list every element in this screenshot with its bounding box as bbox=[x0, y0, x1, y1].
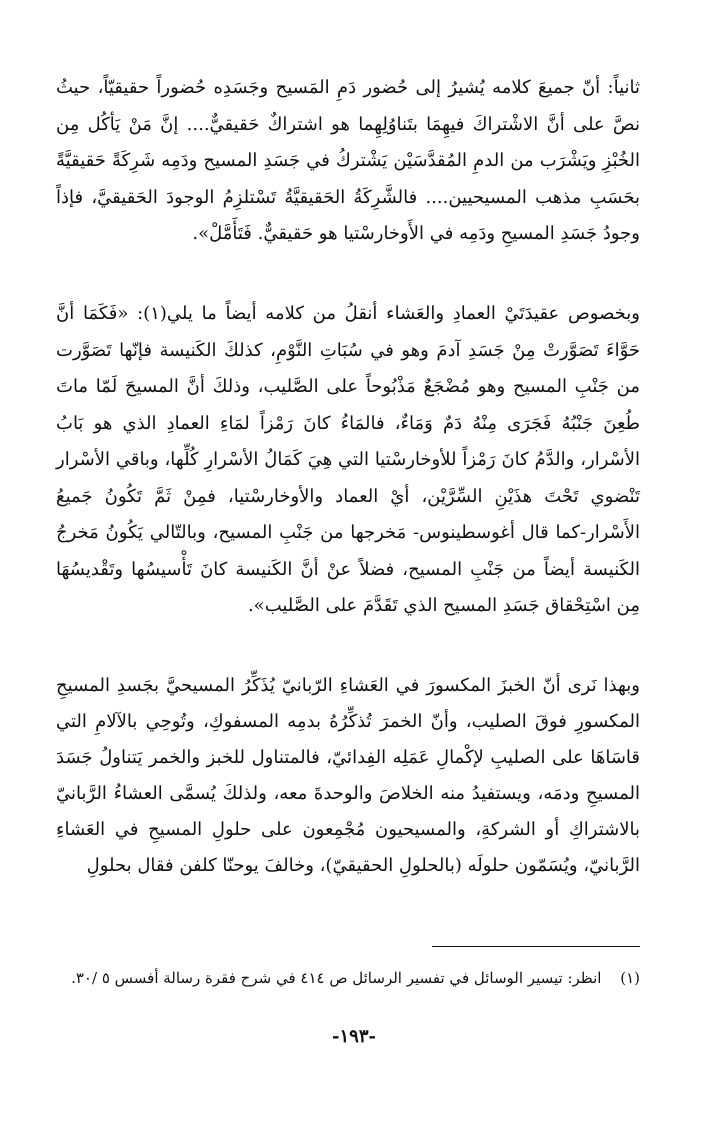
footnote bbox=[56, 964, 640, 992]
paragraph-2: وبخصوص عقيدَتَيْ العمادِ والعَشاء أنقلُ من كلامه أيضاً ما يلي(١): «فَكَمَا أنَّ حَوَّاءَ تَصَوَّرتْ مِنْ جَسَدِ آدمَ وهو في سُبَاتِ النَّوْمِ، كذلكَ الكَنيسة فإنّها تَصَوَّرت من جَنْبِ المسيح وهو مُضْجَعٌ مَذْبُوحاً على الصَّليب، وذلكَ أنَّ المسيحَ لَمّا ماتَ طُعِنَ جَنْبُهُ فَجَرَى مِنْهُ دَمٌ وَمَاءٌ، فالمَاءُ كانَ رَمْزاً لمَاءِ العمادِ الذي هو بَابُ الأسْرار، والدَّمُ كانَ رَمْزاً للأوخارسْتيا التي هِيَ كَمَالُ الأسْرارِ كُلِّها، وباقي الأسْرار تَنْضوي تَحْتَ هذَيْنِ السِّرَّيْن، أيْ العماد والأوخارسْتيا، فمِنْ ثَمَّ تَكُونُ جَميعُ الأَسْرار-كما قال أغوسطينوس- مَخرجها من جَنْبِ المسيح، وبالتّالي يَكُونُ مَخرجُ الكَنيسة أيضاً من جَنْبِ المسيح، فضلاً عنْ أنَّ الكَنيسة كانَ تَأْسيسُها وتَقْديسُهَا مِن اسْتِحْقاق جَسَدِ المسيح الذي تَقَدَّمَ على الصَّليب». bbox=[56, 303, 641, 616]
footnote-divider bbox=[432, 946, 640, 947]
paragraph-3: وبهذا نَرى أنّ الخبزَ المكسورَ في العَشاءِ الرّبانيّ يُذَكِّرُ المسيحيَّ بجَسدِ المسيحِ المكسورِ فوقَ الصليب، وأنّ الخمرَ تُذكِّرُهُ بدمِه المسفوكِ، وتُوحِي بالآلامِ التي قاسَاهَا على الصليبِ لإكْمالِ عَمَلِه الفِدائيّ، فالمتناول للخبز والخمر يَتناولُ جَسَدَ المسيحِ ودمَه، ويستفيدُ منه الخلاصَ والوحدةَ معه، ولذلكَ يُسمَّى العشاءُ الرَّبانيّ بالاشتراكِ أو الشركةِ، والمسيحيون مُجْمِعون على حلولِ المسيحِ في العَشاءِ الرَّبانيّ، ويُسَمّون حلولَه (بالحلولِ الحقيقيّ)، وخالفَ يوحنّا كلفن فقال بحلولِ bbox=[56, 675, 640, 876]
footnote-number: (١) bbox=[620, 969, 640, 987]
page-number: -١٩٣- bbox=[332, 1026, 376, 1047]
paragraph-1: ثانياً: أنّ جميعَ كلامه يُشيرُ إلى حُضور دَمِ المَسيح وجَسَدِه حُضوراً حقيقيّاً، حيثُ نصَّ على أنَّ الاشْتراكَ فيهِمَا بتَناوُلِهِما هو اشتراكٌ حَقيقيٌّ.... إنَّ مَنْ يَأكُل مِن الخُبْزِ ويَشْرَب من الدمِ المُقدَّسَيْن يَشْتركُ في جَسَدِ المسيح ودَمِه شَرِكَةً حَقيقيَّةً بحَسَبِ مذهب المسيحيين.... فالشَّرِكَةُ الحَقيقيَّةُ تَسْتلزِمُ الوجودَ الحَقيقيَّ، فإذاً وجودُ جَسَدِ المسيحِ ودَمِه في الأَوخارسْتيا هو حَقيقيٌّ. فَتَأَمَّلْ». bbox=[56, 77, 640, 244]
footnote-text: انظر: تيسير الوسائل في تفسير الرسائل ص ٤١٤ في شرح فقرة رسالة أفسس ٥ /٣٠. bbox=[71, 969, 602, 987]
